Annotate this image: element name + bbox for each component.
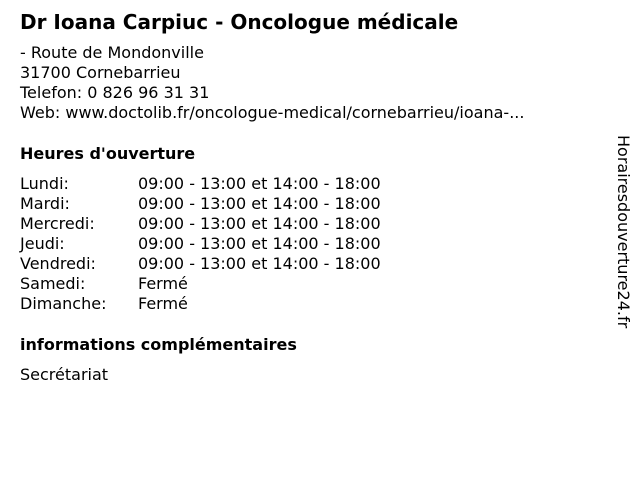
hours-time: 09:00 - 13:00 et 14:00 - 18:00 [138, 254, 381, 273]
hours-row-mercredi [20, 214, 610, 234]
hours-time: 09:00 - 13:00 et 14:00 - 18:00 [138, 194, 381, 213]
street-address: - Route de Mondonville [20, 43, 204, 62]
hours-time: 09:00 - 13:00 et 14:00 - 18:00 [138, 174, 381, 193]
hours-row-dimanche [20, 294, 610, 314]
extra-info-text: Secrétariat [20, 365, 109, 384]
hours-day: Samedi: [20, 274, 86, 293]
opening-hours-list [20, 174, 610, 314]
opening-hours-heading: Heures d'ouverture [20, 144, 196, 163]
hours-day: Mardi: [20, 194, 70, 213]
hours-row-mardi [20, 194, 610, 214]
address-block [20, 43, 610, 123]
hours-time: Fermé [138, 294, 188, 313]
hours-row-samedi [20, 274, 610, 294]
business-card [20, 8, 610, 385]
hours-day: Jeudi: [20, 234, 65, 253]
hours-row-lundi [20, 174, 610, 194]
hours-row-vendredi [20, 254, 610, 274]
page-title: Dr Ioana Carpiuc - Oncologue médicale [20, 10, 459, 34]
website-link: Web: www.doctolib.fr/oncologue-medical/cornebarrieu/ioana-... [20, 103, 525, 122]
hours-time: Fermé [138, 274, 188, 293]
city-address: 31700 Cornebarrieu [20, 63, 181, 82]
hours-day: Vendredi: [20, 254, 96, 273]
hours-day: Dimanche: [20, 294, 107, 313]
side-brand-watermark: Horairesdouverture24.fr [614, 135, 633, 329]
phone-number: Telefon: 0 826 96 31 31 [20, 83, 210, 102]
extra-info-heading: informations complémentaires [20, 335, 297, 354]
hours-time: 09:00 - 13:00 et 14:00 - 18:00 [138, 214, 381, 233]
hours-row-jeudi [20, 234, 610, 254]
hours-day: Mercredi: [20, 214, 95, 233]
hours-day: Lundi: [20, 174, 69, 193]
hours-time: 09:00 - 13:00 et 14:00 - 18:00 [138, 234, 381, 253]
